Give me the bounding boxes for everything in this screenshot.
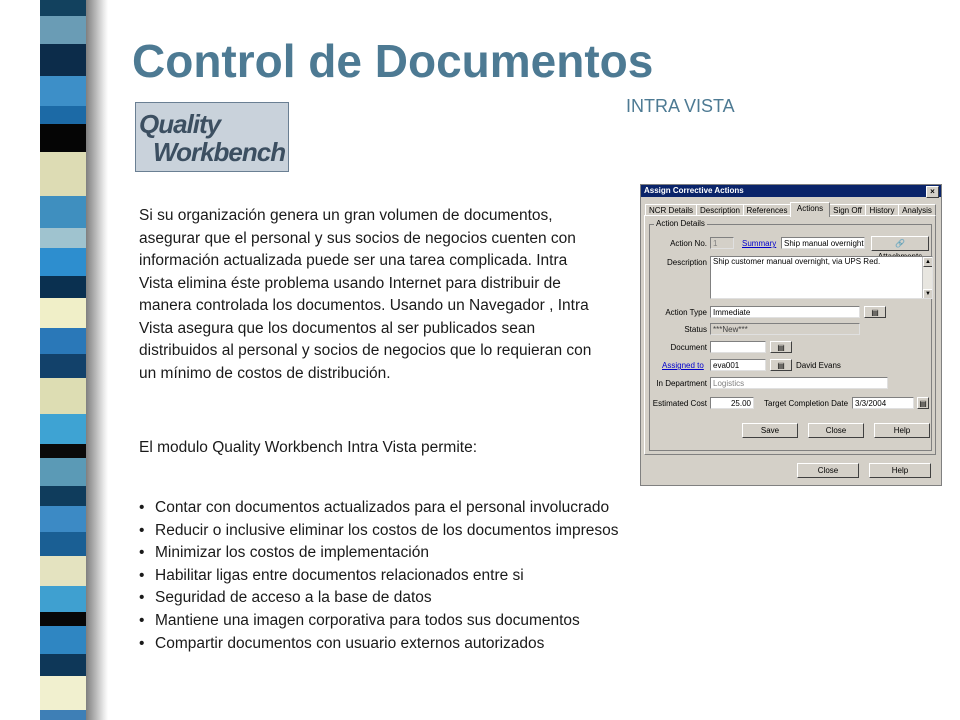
action-no-label: Action No. [670, 239, 707, 248]
feature-text: Compartir documentos con usuario externos autorizados [155, 634, 545, 652]
close-outer-button[interactable]: Close [797, 463, 859, 478]
stripe-block [40, 354, 86, 378]
status-field: ***New*** [710, 323, 860, 335]
feature-text: Seguridad de acceso a la base de datos [155, 589, 432, 607]
description-textarea[interactable] [710, 256, 933, 299]
bullet-icon: • [139, 566, 145, 584]
group-label: Action Details [656, 219, 705, 228]
assigned-to-lookup-icon[interactable]: ▤ [770, 359, 792, 371]
stripe-block [40, 106, 86, 124]
close-icon[interactable]: × [926, 186, 939, 198]
action-type-label: Action Type [665, 308, 707, 317]
assigned-to-link[interactable]: Assigned to [662, 361, 704, 370]
estimated-cost-label: Estimated Cost [652, 399, 707, 408]
stripe-block [40, 44, 86, 76]
feature-text: Contar con documentos actualizados para el personal involucrado [155, 499, 610, 516]
stripe-block [40, 676, 86, 710]
stripe-block [40, 532, 86, 556]
stripe-block [40, 414, 86, 444]
help-outer-button[interactable]: Help [869, 463, 931, 478]
bullet-icon: • [139, 611, 145, 629]
in-department-field[interactable]: Logistics [710, 377, 888, 389]
document-label: Document [670, 343, 707, 352]
paperclip-icon: 🔗 [895, 239, 905, 248]
save-button[interactable]: Save [742, 423, 798, 438]
product-subtitle: INTRA VISTA [626, 96, 735, 116]
summary-field[interactable]: Ship manual overnight [781, 237, 865, 249]
list-item [139, 542, 618, 565]
stripe-block [40, 276, 86, 298]
bullet-icon: • [139, 634, 145, 652]
action-no-field[interactable]: 1 [710, 237, 734, 249]
feature-text: Minimizar los costos de implementación [155, 544, 429, 562]
list-item [139, 520, 618, 543]
logo-line-1: Quality [139, 109, 221, 139]
scroll-up-icon[interactable]: ▲ [923, 257, 933, 267]
description-label: Description [666, 258, 707, 267]
stripe-block [40, 626, 86, 654]
stripe-block [40, 654, 86, 676]
description-text: Ship customer manual overnight, via UPS Red. [713, 257, 881, 266]
help-button[interactable]: Help [874, 423, 930, 438]
stripe-block [40, 196, 86, 228]
estimated-cost-field[interactable]: 25.00 [710, 397, 754, 409]
summary-link[interactable]: Summary [742, 239, 777, 248]
scroll-down-icon[interactable]: ▼ [923, 289, 933, 299]
tab-references[interactable]: References [743, 204, 791, 216]
action-type-field[interactable]: Immediate [710, 306, 860, 318]
stripe-block [40, 458, 86, 486]
status-label: Status [684, 325, 707, 334]
stripe-block [40, 298, 86, 328]
list-item [139, 497, 618, 520]
target-date-label: Target Completion Date [764, 399, 849, 408]
list-item [139, 587, 618, 610]
feature-text: Reducir o inclusive eliminar los costos de los documentos impresos [155, 521, 619, 539]
document-field[interactable] [710, 341, 766, 353]
decorative-stripe-bar [40, 0, 86, 720]
stripe-block [40, 76, 86, 106]
stripe-block [40, 328, 86, 354]
list-item [139, 610, 618, 633]
tab-actions[interactable]: Actions [790, 202, 830, 217]
feature-text: Mantiene una imagen corporativa para todos sus documentos [155, 611, 580, 629]
stripe-block [40, 586, 86, 612]
bullet-icon: • [139, 589, 145, 607]
feature-list [139, 497, 618, 655]
description-scrollbar[interactable] [922, 257, 932, 299]
tab-ncr-details[interactable]: NCR Details [645, 204, 697, 216]
attachments-button[interactable] [871, 236, 929, 251]
actions-tab-panel [644, 215, 936, 455]
quality-workbench-logo [135, 102, 289, 172]
tab-description[interactable]: Description [696, 204, 744, 216]
logo-line-2: Workbench [153, 137, 286, 167]
module-intro: El modulo Quality Workbench Intra Vista permite: [139, 439, 477, 456]
assign-corrective-actions-dialog [640, 184, 942, 486]
action-type-lookup-icon[interactable]: ▤ [864, 306, 886, 318]
stripe-block [40, 248, 86, 276]
stripe-block [40, 228, 86, 248]
tab-analysis[interactable]: Analysis [898, 204, 936, 216]
dialog-title: Assign Corrective Actions [644, 186, 744, 195]
bullet-icon: • [139, 521, 145, 539]
in-department-label: In Department [656, 379, 707, 388]
stripe-block [40, 152, 86, 196]
stripe-block [40, 378, 86, 414]
feature-text: Habilitar ligas entre documentos relacionados entre si [155, 566, 524, 584]
decorative-shadow [86, 0, 108, 720]
stripe-block [40, 124, 86, 152]
stripe-block [40, 16, 86, 44]
action-details-group [649, 219, 932, 451]
dialog-title-bar [641, 185, 941, 197]
stripe-block [40, 710, 86, 720]
stripe-block [40, 0, 86, 16]
list-item [139, 565, 618, 588]
description-paragraph: Si su organización genera un gran volumen de documentos, asegurar que el personal y sus socios de negocios cuenten con información actualizada puede ser una tarea complicada. Intra Vista elimina éste problema usando Internet para distribuir de manera controlada los documentos. Usando un Navegador , Intra Vista asegura que los documentos al ser publicados sean distribuidos al personal y socios de negocios que lo requieran con un mínimo de costos de distribución. [139, 207, 592, 382]
bullet-icon: • [139, 544, 145, 562]
bullet-icon: • [139, 499, 145, 516]
target-date-field[interactable]: 3/3/2004 [852, 397, 914, 409]
stripe-block [40, 612, 86, 626]
stripe-block [40, 486, 86, 506]
stripe-block [40, 444, 86, 458]
close-button[interactable]: Close [808, 423, 864, 438]
tab-history[interactable]: History [865, 204, 899, 216]
stripe-block [40, 556, 86, 586]
assigned-to-field[interactable]: eva001 [710, 359, 766, 371]
stripe-block [40, 506, 86, 532]
list-item [139, 633, 618, 656]
calendar-icon[interactable]: ▤ [917, 397, 929, 409]
tab-sign-off[interactable]: Sign Off [829, 204, 866, 216]
slide-title: Control de Documentos [132, 35, 654, 87]
document-lookup-icon[interactable]: ▤ [770, 341, 792, 353]
assigned-name: David Evans [796, 361, 841, 370]
